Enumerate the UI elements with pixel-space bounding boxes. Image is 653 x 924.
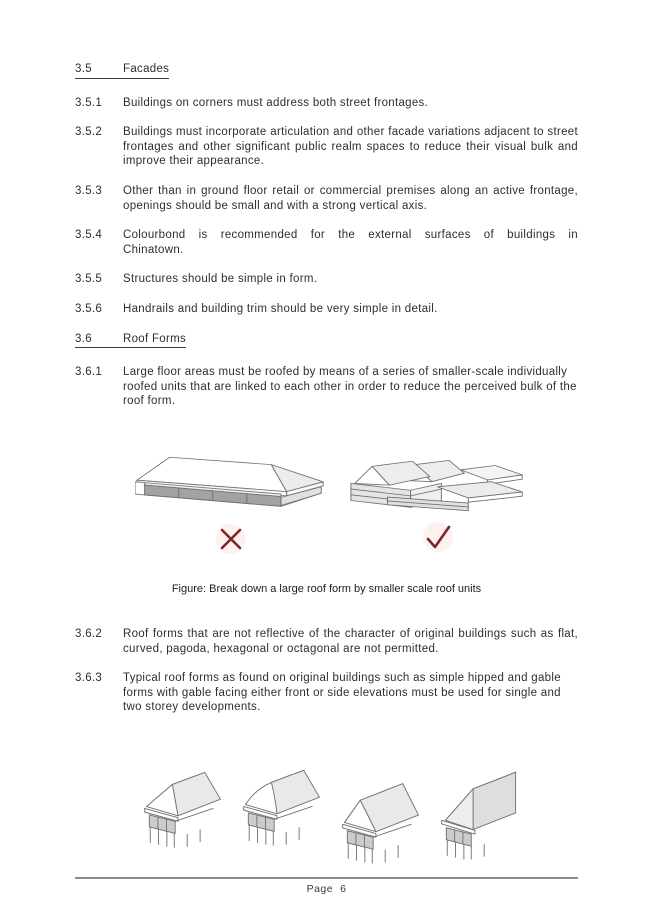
clause-number: 3.6.3 — [75, 672, 103, 685]
clause-number: 3.5.5 — [75, 273, 103, 286]
large-roof-example — [135, 445, 327, 559]
clause-3-5-2 — [75, 125, 578, 169]
clause-3-6-3 — [75, 671, 578, 715]
clause-3-5-1 — [75, 96, 578, 111]
section-number: 3.5 — [75, 63, 92, 75]
cross-mark-icon — [211, 519, 251, 559]
clause-text: Large floor areas must be roofed by means of a series of smaller-scale individually roofed units that are linked to each other in order to reduce the perceived bulk of the roof form. — [123, 366, 577, 408]
page-footer — [75, 877, 578, 895]
clause-number: 3.5.4 — [75, 229, 103, 242]
section-heading-3-5 — [75, 62, 578, 79]
segmented-roof-example — [349, 451, 527, 557]
clause-text: Roof forms that are not reflective of the character of original buildings such as flat, curved, pagoda, hexagonal or octagonal are not permitted. — [123, 627, 578, 655]
clause-3-5-4 — [75, 228, 578, 257]
clause-text: Handrails and building trim should be very simple in detail. — [123, 302, 438, 315]
clause-number: 3.6.1 — [75, 366, 103, 379]
clause-text: Buildings must incorporate articulation and other facade variations adjacent to street frontages and other significant public realm spaces to reduce their visual bulk and improve their appearance. — [123, 126, 578, 168]
curved-hip-roof-house-illustration — [240, 751, 337, 848]
section-title: Facades — [123, 63, 170, 75]
clause-3-5-3 — [75, 184, 578, 213]
clause-3-5-5 — [75, 272, 578, 287]
clause-3-6-2 — [75, 627, 578, 656]
section-title: Roof Forms — [123, 332, 187, 345]
segmented-roof-illustration — [349, 451, 527, 515]
clause-number: 3.5.6 — [75, 302, 103, 315]
clause-text: Typical roof forms as found on original buildings such as simple hipped and gable forms with gable facing either front or side elevations must be used for single and two storey developments. — [123, 672, 561, 714]
gable-roof-house-illustration — [339, 767, 436, 864]
clause-number: 3.5.2 — [75, 126, 103, 139]
figure-caption: Figure: Break down a large roof form by smaller scale roof units — [171, 582, 482, 595]
heading-underline — [75, 332, 186, 349]
page-number: 6 — [340, 883, 347, 895]
figure-roof-breakdown — [75, 445, 578, 595]
heading-underline — [75, 62, 169, 79]
clause-number: 3.5.1 — [75, 96, 103, 109]
clause-text: Colourbond is recommended for the external surfaces of buildings in Chinatown. — [123, 229, 578, 256]
hipped-roof-house-illustration — [141, 753, 238, 850]
clause-text: Structures should be simple in form. — [123, 273, 318, 286]
section-heading-3-6 — [75, 332, 578, 349]
clause-number: 3.6.2 — [75, 627, 103, 640]
clause-text: Other than in ground floor retail or commercial premises along an active frontage, openings should be small and with a strong vertical axis. — [123, 184, 578, 212]
document-content — [75, 62, 578, 850]
clause-3-5-6 — [75, 302, 578, 317]
large-single-roof-illustration — [135, 445, 327, 517]
check-mark-icon — [418, 517, 458, 557]
clause-3-6-1 — [75, 365, 578, 409]
skillion-roof-house-illustration — [438, 763, 535, 860]
figure-illustrations — [75, 445, 578, 559]
typical-roof-forms-illustrations — [75, 753, 578, 850]
page-label: Page — [306, 883, 334, 895]
section-number: 3.6 — [75, 332, 92, 345]
clause-text: Buildings on corners must address both street frontages. — [123, 96, 429, 109]
clause-number: 3.5.3 — [75, 184, 103, 197]
